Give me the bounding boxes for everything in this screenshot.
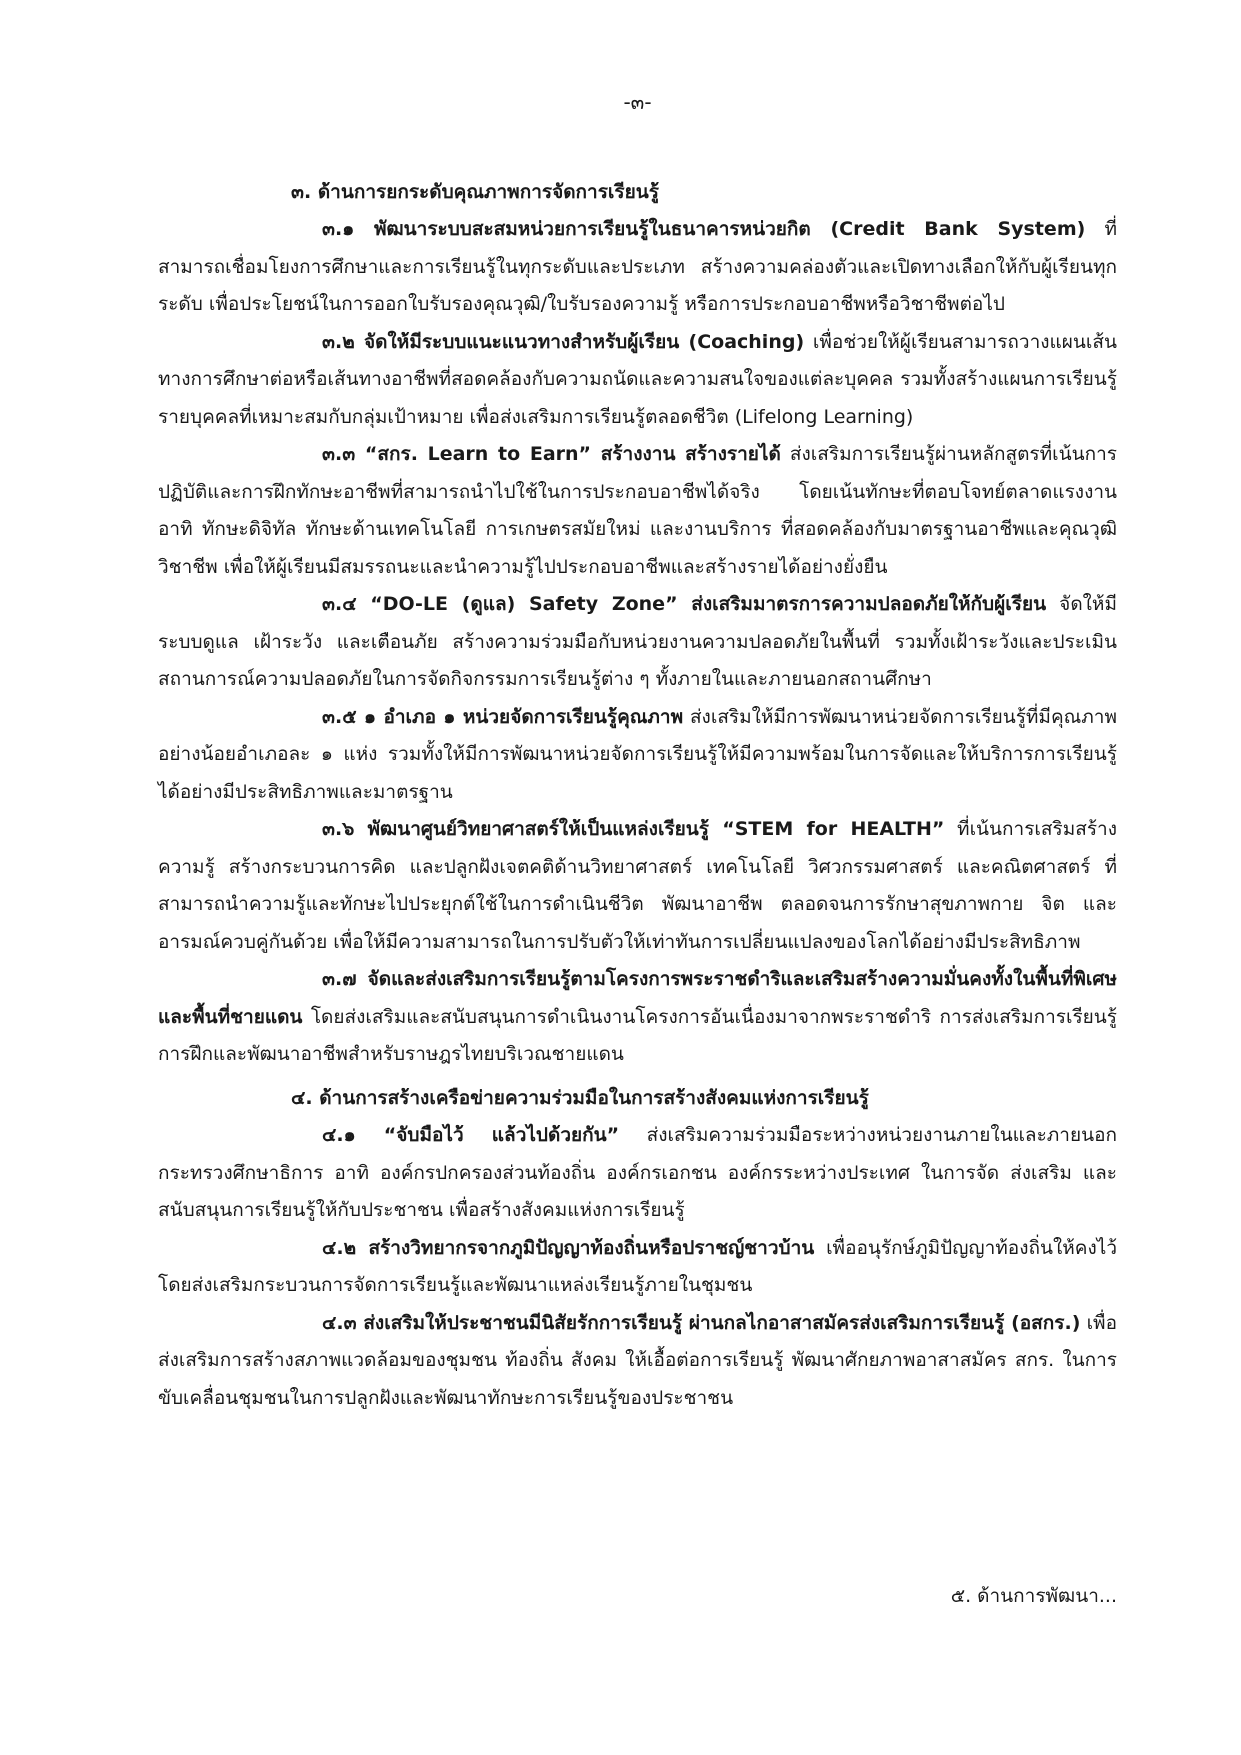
item-4-1 <box>158 1117 1117 1230</box>
item-3-5 <box>158 699 1117 812</box>
section-3 <box>158 174 1117 1074</box>
item-3-4-title: ๓.๔ “DO-LE (ดูแล) Safety Zone” ส่งเสริมมาตรการความปลอดภัยให้กับผู้เรียน <box>322 593 1047 615</box>
item-4-3-body: เพื่อส่งเสริมการสร้างสภาพแวดล้อมของชุมชน ท้องถิ่น สังคม ให้เอื้อต่อการเรียนรู้ พัฒนาศักยภาพอาสาสมัคร สกร. ในการขับเคลื่อนชุมชนในการปลูกฝังและพัฒนาทักษะการเรียนรู้ของประชาชน <box>158 1311 1117 1409</box>
section-3-heading: ๓. ด้านการยกระดับคุณภาพการจัดการเรียนรู้ <box>291 180 659 203</box>
item-4-3 <box>158 1305 1117 1418</box>
item-3-5-body: ส่งเสริมให้มีการพัฒนาหน่วยจัดการเรียนรู้ที่มีคุณภาพ อย่างน้อยอำเภอละ ๑ แห่ง รวมทั้งให้มีการพัฒนาหน่วยจัดการเรียนรู้ให้มีความพร้อมในการจัดและให้บริการการเรียนรู้ได้อย่างมีประสิทธิภาพและมาตรฐาน <box>158 705 1118 803</box>
item-3-1 <box>158 211 1117 324</box>
next-page-note: ๕. ด้านการพัฒนา... <box>950 1585 1117 1607</box>
item-3-6 <box>158 811 1117 961</box>
item-4-1-title: ๔.๑ “จับมือไว้ แล้วไปด้วยกัน” <box>322 1124 620 1146</box>
item-4-1-body: ส่งเสริมความร่วมมือระหว่างหน่วยงานภายในและภายนอกกระทรวงศึกษาธิการ อาทิ องค์กรปกครองส่วนท้องถิ่น องค์กรเอกชน องค์กรระหว่างประเทศ ในการจัด ส่งเสริม และสนับสนุนการเรียนรู้ให้กับประชาชน เพื่อสร้างสังคมแห่งการเรียนรู้ <box>158 1124 1118 1221</box>
item-3-2 <box>158 324 1117 437</box>
item-3-3-body: ส่งเสริมการเรียนรู้ผ่านหลักสูตรที่เน้นการปฏิบัติและการฝึกทักษะอาชีพที่สามารถนำไปใช้ในการประกอบอาชีพได้จริง โดยเน้นทักษะที่ตอบโจทย์ตลาดแรงงาน อาทิ ทักษะดิจิทัล ทักษะด้านเทคโนโลยี การเกษตรสมัยใหม่ และงานบริการ ที่สอดคล้องกับมาตรฐานอาชีพและคุณวุฒิวิชาชีพ เพื่อให้ผู้เรียนมีสมรรถนะและนำความรู้ไปประกอบอาชีพและสร้างรายได้อย่างยั่งยืน <box>158 443 1117 578</box>
item-3-7 <box>158 961 1117 1074</box>
item-3-5-title: ๓.๕ ๑ อำเภอ ๑ หน่วยจัดการเรียนรู้คุณภาพ <box>322 705 684 728</box>
item-4-3-title: ๔.๓ ส่งเสริมให้ประชาชนมีนิสัยรักการเรียนรู้ ผ่านกลไกอาสาสมัครส่งเสริมการเรียนรู้ (อสกร.) <box>322 1311 1081 1334</box>
item-3-1-body: ที่สามารถเชื่อมโยงการศึกษาและการเรียนรู้ในทุกระดับและประเภท สร้างความคล่องตัวและเปิดทางเลือกให้กับผู้เรียนทุกระดับ เพื่อประโยชน์ในการออกใบรับรองคุณวุฒิ/ใบรับรองความรู้ หรือการประกอบอาชีพหรือวิชาชีพต่อไป <box>158 218 1117 315</box>
item-3-7-title: ๓.๗ จัดและส่งเสริมการเรียนรู้ตามโครงการพระราชดำริและเสริมสร้างความมั่นคงทั้งในพื้นที่พิเศษและพื้นที่ชายแดน <box>158 968 1117 1028</box>
item-3-7-body: โดยส่งเสริมและสนับสนุนการดำเนินงานโครงการอันเนื่องมาจากพระราชดำริ การส่งเสริมการเรียนรู้ การฝึกและพัฒนาอาชีพสำหรับราษฎรไทยบริเวณชายแดน <box>158 1005 1117 1065</box>
item-3-6-body: ที่เน้นการเสริมสร้างความรู้ สร้างกระบวนการคิด และปลูกฝังเจตคติด้านวิทยาศาสตร์ เทคโนโลยี วิศวกรรมศาสตร์ และคณิตศาสตร์ ที่สามารถนำความรู้และทักษะไปประยุกต์ใช้ในการดำเนินชีวิต พัฒนาอาชีพ ตลอดจนการรักษาสุขภาพกาย จิต และอารมณ์ควบคู่กันด้วย เพื่อให้มีความสามารถในการปรับตัวให้เท่าทันการเปลี่ยนแปลงของโลกได้อย่างมีประสิทธิภาพ <box>158 818 1117 953</box>
item-3-4 <box>158 586 1117 699</box>
item-3-1-title: ๓.๑ พัฒนาระบบสะสมหน่วยการเรียนรู้ในธนาคารหน่วยกิต (Credit Bank System) <box>322 218 1086 240</box>
item-3-6-title: ๓.๖ พัฒนาศูนย์วิทยาศาสตร์ให้เป็นแหล่งเรียนรู้ “STEM for HEALTH” <box>322 818 945 840</box>
item-4-2-body: เพื่ออนุรักษ์ภูมิปัญญาท้องถิ่นให้คงไว้ โดยส่งเสริมกระบวนการจัดการเรียนรู้และพัฒนาแหล่งเรียนรู้ภายในชุมชน <box>158 1236 1118 1296</box>
item-3-2-body: เพื่อช่วยให้ผู้เรียนสามารถวางแผนเส้นทางการศึกษาต่อหรือเส้นทางอาชีพที่สอดคล้องกับความถนัดและความสนใจของแต่ละบุคคล รวมทั้งสร้างแผนการเรียนรู้รายบุคคลที่เหมาะสมกับกลุ่มเป้าหมาย เพื่อส่งเสริมการเรียนรู้ตลอดชีวิต (Lifelong Learning) <box>158 330 1117 428</box>
page-number: -๓- <box>623 90 652 114</box>
item-3-4-body: จัดให้มีระบบดูแล เฝ้าระวัง และเตือนภัย สร้างความร่วมมือกับหน่วยงานความปลอดภัยในพื้นที่ รวมทั้งเฝ้าระวังและประเมินสถานการณ์ความปลอดภัยในการจัดกิจกรรมการเรียนรู้ต่าง ๆ ทั้งภายในและภายนอกสถานศึกษา <box>158 593 1117 690</box>
item-3-3 <box>158 436 1117 586</box>
section-4 <box>158 1080 1117 1418</box>
section-4-heading: ๔. ด้านการสร้างเครือข่ายความร่วมมือในการสร้างสังคมแห่งการเรียนรู้ <box>291 1086 869 1109</box>
item-4-2-title: ๔.๒ สร้างวิทยากรจากภูมิปัญญาท้องถิ่นหรือปราชญ์ชาวบ้าน <box>322 1236 815 1259</box>
item-3-2-title: ๓.๒ จัดให้มีระบบแนะแนวทางสำหรับผู้เรียน (Coaching) <box>322 330 805 353</box>
item-4-2 <box>158 1230 1117 1305</box>
item-3-3-title: ๓.๓ “สกร. Learn to Earn” สร้างงาน สร้างรายได้ <box>322 443 781 465</box>
